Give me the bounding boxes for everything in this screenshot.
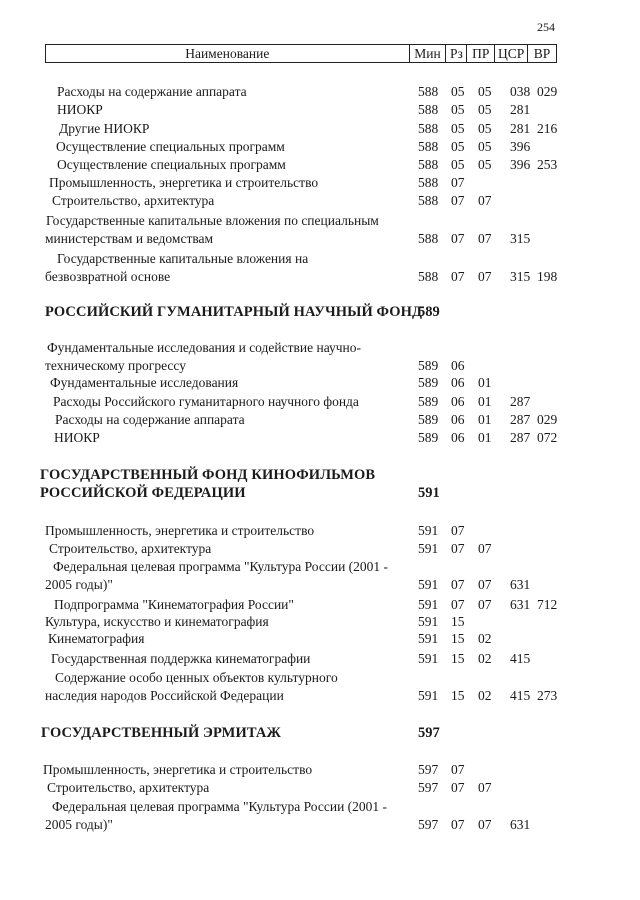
table-row: [0, 429, 640, 447]
table-row: [0, 558, 640, 594]
row-csr: 287: [510, 412, 531, 427]
row-min: 591: [418, 631, 439, 646]
row-min: 588: [418, 102, 439, 117]
table-header: [45, 44, 557, 63]
row-rz: 15: [451, 631, 465, 646]
row-name: [57, 83, 247, 101]
row-name: [54, 429, 100, 447]
row-name-line: НИОКР: [54, 430, 100, 445]
row-min: 588: [418, 157, 439, 172]
row-name-line: РОССИЙСКОЙ ФЕДЕРАЦИИ: [40, 485, 246, 501]
row-pr: 07: [478, 780, 492, 795]
row-pr: 07: [478, 597, 492, 612]
section-title: [45, 303, 422, 321]
row-vr: 029: [537, 84, 558, 99]
row-vr: 273: [537, 688, 558, 703]
table-row: [0, 650, 640, 668]
table-row: [0, 156, 640, 174]
row-pr: 05: [478, 102, 492, 117]
row-rz: 06: [451, 375, 465, 390]
row-min: 589: [418, 358, 439, 373]
row-name: [45, 669, 338, 705]
row-rz: 07: [451, 175, 465, 190]
row-vr: 198: [537, 269, 558, 284]
row-csr: 415: [510, 651, 531, 666]
row-pr: 01: [478, 394, 492, 409]
table-row: [0, 596, 640, 614]
row-min: 597: [418, 762, 439, 777]
row-vr: 253: [537, 157, 558, 172]
row-name-line: безвозвратной основе: [45, 269, 171, 284]
row-name: [57, 156, 286, 174]
row-min: 589: [418, 394, 439, 409]
row-rz: 07: [451, 597, 465, 612]
row-rz: 07: [451, 577, 465, 592]
row-name: [57, 101, 103, 119]
row-min: 589: [418, 375, 439, 390]
row-vr: 712: [537, 597, 558, 612]
section-row: [0, 303, 640, 321]
row-pr: 07: [478, 193, 492, 208]
row-min: 597: [418, 725, 440, 741]
row-min: 589: [418, 430, 439, 445]
table-row: [0, 192, 640, 210]
row-vr: 072: [537, 430, 558, 445]
row-name: [45, 522, 314, 540]
row-name-line: Федеральная целевая программа "Культура России (2001 -: [53, 559, 389, 574]
row-min: 588: [418, 193, 439, 208]
row-name: [49, 174, 318, 192]
row-min: 597: [418, 780, 439, 795]
row-name-line: 2005 годы)": [45, 577, 113, 592]
row-csr: 631: [510, 577, 531, 592]
row-name-line: Государственные капитальные вложения по специальным: [46, 213, 379, 228]
row-name: [46, 212, 379, 248]
row-vr: 216: [537, 121, 558, 136]
row-name: [43, 761, 312, 779]
row-name-line: 2005 годы)": [45, 817, 113, 832]
header-vr: ВР: [527, 45, 556, 62]
table-row: [0, 138, 640, 156]
row-pr: 05: [478, 157, 492, 172]
row-name-line: наследия народов Российской Федерации: [45, 688, 284, 703]
row-pr: 02: [478, 688, 492, 703]
row-rz: 07: [451, 541, 465, 556]
section-row: [0, 724, 640, 742]
row-name-line: Промышленность, энергетика и строительство: [45, 523, 315, 538]
row-name: [49, 540, 211, 558]
row-name-line: Фундаментальные исследования и содействие научно-: [47, 340, 362, 355]
row-csr: 038: [510, 84, 531, 99]
table-row: [0, 761, 640, 779]
header-min: Мин: [409, 45, 446, 62]
row-min: 588: [418, 175, 439, 190]
row-rz: 05: [451, 121, 465, 136]
row-name-line: Строительство, архитектура: [47, 780, 210, 795]
table-row: [0, 212, 640, 248]
header-name: Наименование: [185, 46, 270, 61]
row-pr: 05: [478, 84, 492, 99]
table-row: [0, 779, 640, 797]
row-pr: 05: [478, 139, 492, 154]
row-name-line: Расходы на содержание аппарата: [55, 412, 245, 427]
row-name: [45, 250, 309, 286]
row-rz: 07: [451, 231, 465, 246]
row-pr: 01: [478, 375, 492, 390]
row-name-line: техническому прогрессу: [45, 358, 186, 373]
table-row: [0, 613, 640, 631]
row-name-line: Осуществление специальных программ: [56, 139, 285, 154]
row-name-line: Расходы Российского гуманитарного научного фонда: [53, 394, 359, 409]
row-min: 591: [418, 614, 439, 629]
table-row: [0, 393, 640, 411]
row-rz: 07: [451, 762, 465, 777]
row-pr: 02: [478, 631, 492, 646]
row-rz: 07: [451, 523, 465, 538]
section-title: [41, 724, 281, 742]
table-row: [0, 374, 640, 392]
row-csr: 315: [510, 269, 531, 284]
row-name-line: РОССИЙСКИЙ ГУМАНИТАРНЫЙ НАУЧНЫЙ ФОНД: [45, 304, 423, 320]
header-pr: ПР: [466, 45, 494, 62]
row-csr: 415: [510, 688, 531, 703]
table-row: [0, 411, 640, 429]
row-name: [59, 120, 149, 138]
row-csr: 396: [510, 139, 531, 154]
row-rz: 07: [451, 817, 465, 832]
row-min: 588: [418, 121, 439, 136]
row-name: [54, 596, 294, 614]
row-name-line: Расходы на содержание аппарата: [57, 84, 247, 99]
row-name-line: Культура, искусство и кинематография: [45, 614, 269, 629]
row-pr: 07: [478, 541, 492, 556]
row-pr: 02: [478, 651, 492, 666]
row-name: [50, 374, 238, 392]
row-pr: 01: [478, 430, 492, 445]
header-rz: Рз: [445, 45, 466, 62]
row-csr: 287: [510, 430, 531, 445]
row-name-line: Другие НИОКР: [59, 121, 150, 136]
row-rz: 06: [451, 430, 465, 445]
row-name-line: Содержание особо ценных объектов культурного: [55, 670, 338, 685]
row-min: 591: [418, 485, 440, 501]
table-row: [0, 798, 640, 834]
row-pr: 05: [478, 121, 492, 136]
row-min: 588: [418, 269, 439, 284]
row-pr: 07: [478, 269, 492, 284]
header-csr: ЦСР: [494, 45, 527, 62]
row-csr: 287: [510, 394, 531, 409]
row-name-line: Промышленность, энергетика и строительство: [43, 762, 313, 777]
row-name: [47, 779, 209, 797]
row-pr: 07: [478, 817, 492, 832]
row-name: [53, 393, 359, 411]
row-name: [45, 798, 388, 834]
row-min: 591: [418, 577, 439, 592]
row-name-line: ГОСУДАРСТВЕННЫЙ ФОНД КИНОФИЛЬМОВ: [40, 467, 376, 483]
row-csr: 396: [510, 157, 531, 172]
page-number: 254: [537, 20, 555, 34]
row-rz: 06: [451, 358, 465, 373]
row-name-line: Строительство, архитектура: [52, 193, 215, 208]
table-row: [0, 101, 640, 119]
row-min: 591: [418, 651, 439, 666]
row-min: 591: [418, 541, 439, 556]
row-name-line: Строительство, архитектура: [49, 541, 212, 556]
table-row: [0, 540, 640, 558]
row-pr: 01: [478, 412, 492, 427]
row-name: [51, 650, 310, 668]
table-row: [0, 174, 640, 192]
row-min: 588: [418, 231, 439, 246]
row-name-line: Государственные капитальные вложения на: [57, 251, 309, 266]
row-name-line: Подпрограмма "Кинематография России": [54, 597, 294, 612]
row-min: 588: [418, 84, 439, 99]
table-row: [0, 669, 640, 705]
row-csr: 281: [510, 102, 531, 117]
table-row: [0, 120, 640, 138]
row-rz: 07: [451, 193, 465, 208]
row-name-line: ГОСУДАРСТВЕННЫЙ ЭРМИТАЖ: [41, 725, 281, 741]
row-name: [48, 630, 144, 648]
row-csr: 631: [510, 817, 531, 832]
row-name: [52, 192, 214, 210]
section-row: [0, 466, 640, 502]
table-row: [0, 250, 640, 286]
row-pr: 07: [478, 231, 492, 246]
row-min: 589: [418, 304, 440, 320]
row-rz: 07: [451, 780, 465, 795]
table-row: [0, 83, 640, 101]
row-rz: 05: [451, 139, 465, 154]
row-min: 589: [418, 412, 439, 427]
row-name: [55, 411, 245, 429]
row-rz: 05: [451, 157, 465, 172]
row-name: [56, 138, 285, 156]
row-name-line: Федеральная целевая программа "Культура России (2001 -: [52, 799, 388, 814]
row-csr: 631: [510, 597, 531, 612]
row-name: [45, 613, 269, 631]
row-min: 597: [418, 817, 439, 832]
row-rz: 15: [451, 614, 465, 629]
row-name-line: Кинематография: [48, 631, 145, 646]
row-csr: 315: [510, 231, 531, 246]
row-min: 591: [418, 597, 439, 612]
row-rz: 06: [451, 412, 465, 427]
row-vr: 029: [537, 412, 558, 427]
row-name-line: министерствам и ведомствам: [45, 231, 214, 246]
section-title: [40, 466, 375, 502]
row-rz: 15: [451, 651, 465, 666]
row-rz: 05: [451, 84, 465, 99]
row-rz: 07: [451, 269, 465, 284]
row-csr: 281: [510, 121, 531, 136]
row-min: 591: [418, 688, 439, 703]
row-name-line: Государственная поддержка кинематографии: [51, 651, 311, 666]
row-rz: 06: [451, 394, 465, 409]
row-min: 591: [418, 523, 439, 538]
row-name-line: Фундаментальные исследования: [50, 375, 239, 390]
row-pr: 07: [478, 577, 492, 592]
table-row: [0, 630, 640, 648]
row-min: 588: [418, 139, 439, 154]
row-name: [45, 558, 389, 594]
table-row: [0, 339, 640, 375]
row-name: [47, 339, 361, 375]
row-name-line: НИОКР: [57, 102, 103, 117]
row-name-line: Промышленность, энергетика и строительство: [49, 175, 319, 190]
row-rz: 15: [451, 688, 465, 703]
row-rz: 05: [451, 102, 465, 117]
row-name-line: Осуществление специальных программ: [57, 157, 286, 172]
table-row: [0, 522, 640, 540]
